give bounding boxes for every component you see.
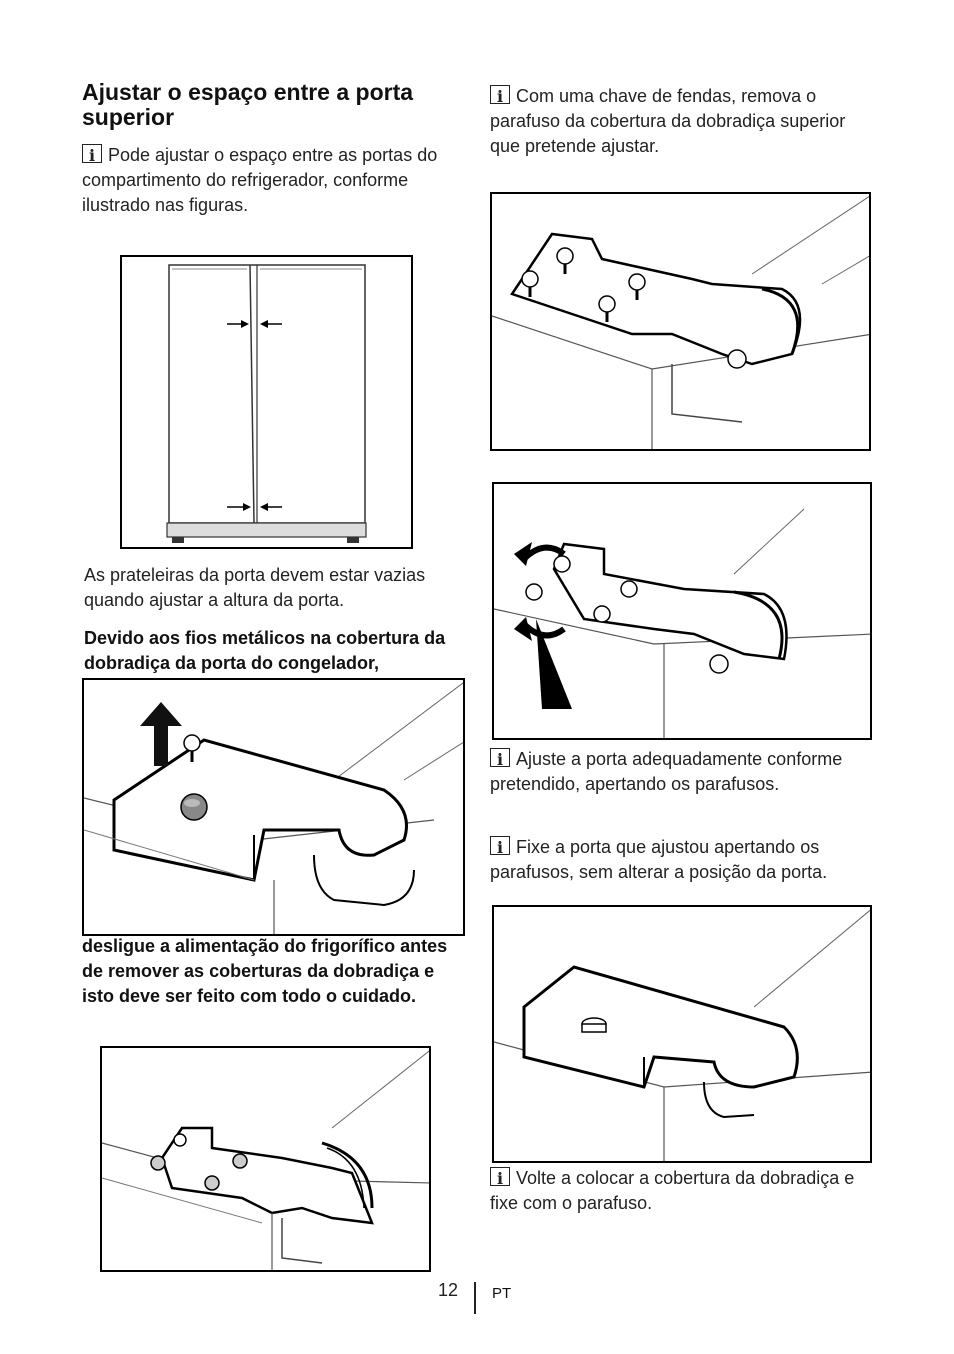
intro-paragraph	[82, 143, 454, 218]
adjust-door-text: Ajuste a porta adequadamente conforme pretendido, apertando os parafusos.	[490, 749, 843, 794]
replace-cover-paragraph	[490, 1166, 865, 1216]
fix-door-paragraph	[490, 835, 870, 885]
figure-hinge-screws-top	[490, 192, 871, 451]
figure-fridge-doors-gap	[120, 255, 413, 549]
intro-text: Pode ajustar o espaço entre as portas do compartimento do refrigerador, conforme ilustrado nas figuras.	[82, 145, 438, 215]
adjust-door-paragraph	[490, 747, 865, 797]
figure-hinge-screws-loosen	[492, 482, 872, 740]
warning-text-part2: desligue a alimentação do frigorífico antes de remover as coberturas da dobradiça e isto deve ser feito com todo o cuidado.	[82, 936, 448, 1006]
remove-screw-text: Com uma chave de fendas, remova o parafuso da cobertura da dobradiça superior que pretende ajustar.	[490, 86, 846, 156]
fix-door-text: Fixe a porta que ajustou apertando os parafusos, sem alterar a posição da porta.	[490, 837, 828, 882]
page-number: 12	[438, 1280, 459, 1300]
info-icon	[490, 836, 510, 855]
figure-hinge-exposed	[100, 1046, 431, 1272]
info-icon	[490, 85, 510, 104]
info-icon	[82, 144, 102, 163]
warning-text-part1: Devido aos fios metálicos na cobertura da dobradiça da porta do congelador,	[84, 628, 446, 673]
shelves-note: As prateleiras da porta devem estar vazias quando ajustar a altura da porta.	[84, 565, 426, 610]
replace-cover-text: Volte a colocar a cobertura da dobradiça e fixe com o parafuso.	[490, 1168, 855, 1213]
info-icon	[490, 748, 510, 767]
figure-hinge-cover-remove-screw	[82, 678, 465, 936]
remove-screw-paragraph	[490, 84, 865, 159]
footer-divider	[474, 1282, 476, 1314]
language-code: PT	[492, 1285, 512, 1302]
section-heading: Ajustar o espaço entre a porta superior	[82, 79, 414, 130]
figure-hinge-cover-replaced	[492, 905, 872, 1163]
info-icon	[490, 1167, 510, 1186]
